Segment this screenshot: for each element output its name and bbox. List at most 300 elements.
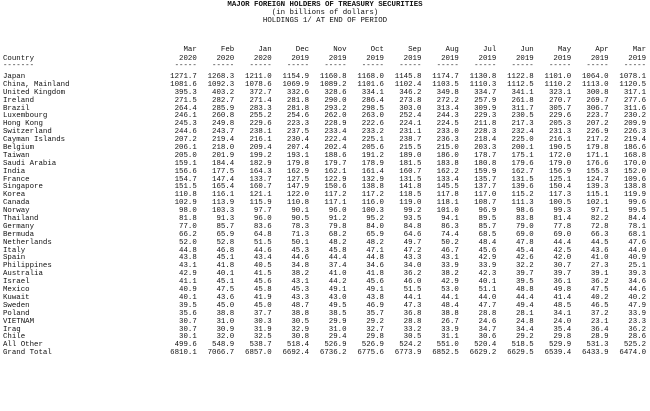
- table-row: [3, 287, 646, 295]
- holding-value: 48.2: [366, 238, 384, 247]
- holding-value: 119.9: [623, 191, 647, 200]
- holding-value: 83.8: [515, 215, 534, 224]
- country-name: Spain: [3, 254, 26, 263]
- holding-value: 35.4: [553, 325, 572, 334]
- holding-value: 47.8: [515, 238, 534, 247]
- table-row: [3, 248, 646, 256]
- holding-value: 184.4: [212, 159, 235, 168]
- holding-value: 177.5: [212, 167, 235, 176]
- holding-value: 117.2: [324, 191, 347, 200]
- month-header: Oct: [370, 46, 384, 54]
- holding-value: 34.6: [628, 278, 647, 287]
- holding-value: 228.3: [474, 128, 497, 137]
- holding-value: 125.1: [548, 175, 572, 184]
- holding-value: 41.0: [328, 270, 347, 279]
- holding-value: 159.1: [174, 159, 197, 168]
- holding-value: 33.9: [441, 262, 459, 271]
- holding-value: 66.2: [179, 230, 197, 239]
- country-name: Switzerland: [3, 128, 52, 137]
- holding-value: 118.1: [436, 199, 459, 208]
- holding-value: 1160.8: [319, 73, 347, 81]
- month-header: Nov: [333, 46, 347, 54]
- holding-value: 53.0: [441, 286, 459, 295]
- holding-value: 38.8: [291, 309, 310, 318]
- holding-value: 98.6: [515, 207, 534, 216]
- holding-value: 30.6: [478, 333, 497, 342]
- holding-value: 7066.7: [207, 349, 235, 358]
- holding-value: 31.0: [216, 317, 235, 326]
- holding-value: 83.6: [253, 222, 272, 231]
- holding-value: 99.2: [403, 207, 422, 216]
- holding-value: 42.9: [179, 270, 197, 279]
- holding-value: 1122.8: [507, 73, 534, 81]
- holding-value: 300.8: [586, 88, 609, 97]
- holding-value: 162.2: [436, 167, 459, 176]
- holding-value: 100.3: [361, 207, 384, 216]
- holding-value: 97.1: [590, 207, 609, 216]
- holding-value: 309.9: [474, 104, 497, 113]
- title-line-2: (in billions of dollars): [271, 9, 379, 17]
- holding-value: 47.9: [628, 301, 647, 310]
- holding-value: 47.6: [628, 238, 647, 247]
- holding-value: 219.4: [623, 136, 647, 145]
- holding-value: 249.8: [212, 120, 235, 129]
- holding-value: 243.7: [212, 128, 235, 137]
- holding-value: 520.4: [474, 341, 497, 350]
- holding-value: 38.8: [441, 309, 459, 318]
- holding-value: 97.7: [253, 207, 272, 216]
- year-header: 2019: [478, 54, 497, 63]
- holding-value: 45.3: [291, 286, 310, 295]
- holding-value: 346.2: [399, 88, 422, 97]
- holding-value: 44.0: [628, 246, 647, 255]
- holding-value: 39.7: [515, 270, 534, 279]
- table-row: [3, 279, 646, 287]
- holding-value: 72.8: [590, 222, 609, 231]
- holding-value: 109.6: [623, 175, 647, 184]
- holding-value: 236.3: [436, 136, 459, 145]
- holding-value: 30.5: [291, 317, 310, 326]
- holding-value: 1103.5: [432, 80, 459, 89]
- holding-value: 1268.3: [207, 73, 235, 81]
- holding-value: 529.9: [548, 341, 572, 350]
- year-header: 2019: [403, 54, 422, 63]
- holding-value: 49.1: [328, 286, 347, 295]
- holding-value: 117.2: [361, 191, 384, 200]
- holding-value: 40.1: [179, 293, 197, 302]
- holding-value: 64.6: [403, 230, 422, 239]
- holding-value: 164.3: [249, 167, 272, 176]
- holding-value: 30.5: [403, 333, 422, 342]
- holding-value: 24.6: [478, 317, 497, 326]
- holding-value: 37.7: [253, 309, 272, 318]
- holding-value: 201.9: [212, 151, 235, 160]
- holding-value: 47.1: [366, 246, 384, 255]
- holding-value: 209.9: [623, 120, 647, 129]
- holding-value: 161.4: [361, 167, 384, 176]
- holding-value: 44.6: [253, 246, 272, 255]
- holding-value: 77.0: [179, 222, 197, 231]
- holding-value: 211.8: [474, 120, 497, 129]
- holding-value: 1101.6: [357, 80, 384, 89]
- holding-value: 28.9: [590, 333, 609, 342]
- holding-value: 179.8: [586, 144, 609, 153]
- holding-value: 155.3: [586, 167, 609, 176]
- holding-value: 246.1: [174, 112, 197, 121]
- holding-value: 1174.7: [432, 73, 459, 81]
- country-name: Canada: [3, 199, 30, 208]
- holding-value: 207.4: [286, 144, 310, 153]
- holding-value: 101.0: [436, 207, 459, 216]
- holding-value: 224.1: [399, 120, 422, 129]
- holding-value: 175.1: [511, 151, 534, 160]
- holding-value: 183.8: [436, 159, 459, 168]
- holding-value: 199.2: [249, 151, 272, 160]
- holding-value: 31.0: [328, 325, 347, 334]
- holding-value: 38.8: [216, 309, 235, 318]
- table-row: [3, 295, 646, 303]
- holding-value: 95.2: [366, 215, 384, 224]
- holding-value: 40.9: [179, 286, 197, 295]
- holding-value: 40.9: [628, 254, 647, 263]
- holding-value: 1064.0: [581, 73, 609, 81]
- holding-value: 110.8: [286, 199, 310, 208]
- holding-value: 538.7: [249, 341, 272, 350]
- holding-value: 131.5: [399, 175, 422, 184]
- holding-value: 207.2: [586, 120, 609, 129]
- holding-value: 49.5: [328, 301, 347, 310]
- holding-value: 205.0: [174, 151, 197, 160]
- country-name: Chile: [3, 333, 26, 342]
- holding-value: 44.6: [628, 286, 647, 295]
- holding-value: 6539.4: [544, 349, 572, 358]
- holding-value: 548.9: [212, 341, 235, 350]
- holding-value: 45.8: [328, 246, 347, 255]
- holding-value: 403.2: [212, 88, 235, 97]
- holding-value: 37.4: [328, 262, 347, 271]
- holding-value: 28.8: [478, 309, 497, 318]
- holding-value: 156.6: [174, 167, 197, 176]
- country-name: Saudi Arabia: [3, 159, 57, 168]
- holding-value: 311.6: [623, 104, 647, 113]
- holding-value: 341.1: [511, 88, 534, 97]
- holding-value: 290.0: [324, 96, 347, 105]
- holding-value: 81.8: [179, 215, 197, 224]
- holding-value: 49.8: [553, 286, 572, 295]
- holding-value: 30.3: [253, 317, 272, 326]
- holding-value: 48.2: [328, 238, 347, 247]
- holding-value: 117.0: [474, 191, 497, 200]
- holding-value: 551.0: [436, 341, 459, 350]
- holding-value: 33.9: [478, 262, 497, 271]
- table-row: [3, 327, 646, 335]
- holding-value: 145.5: [436, 183, 459, 192]
- month-header: Dec: [295, 46, 310, 54]
- holding-value: 156.9: [548, 167, 572, 176]
- holding-value: 122.9: [324, 175, 347, 184]
- holding-value: 47.5: [590, 286, 609, 295]
- holding-value: 205.6: [361, 144, 384, 153]
- holding-value: 44.5: [590, 238, 609, 247]
- holding-value: 264.4: [174, 104, 197, 113]
- holding-value: 160.7: [249, 183, 272, 192]
- holding-value: 43.3: [291, 293, 310, 302]
- holding-value: 44.2: [328, 278, 347, 287]
- holding-value: 33.9: [441, 325, 459, 334]
- holding-value: 178.7: [474, 151, 497, 160]
- holding-value: 39.3: [628, 270, 647, 279]
- holding-value: 203.3: [474, 144, 497, 153]
- holding-value: 281.8: [286, 104, 310, 113]
- holding-value: 127.5: [286, 175, 310, 184]
- holding-value: 28.6: [628, 333, 647, 342]
- holding-value: 25.1: [628, 262, 647, 271]
- holding-value: 39.5: [515, 278, 534, 287]
- country-name: Mexico: [3, 286, 30, 295]
- holding-value: 28.1: [515, 309, 534, 318]
- country-name: Ireland: [3, 96, 35, 105]
- holding-value: 317.1: [623, 88, 647, 97]
- holding-value: 39.5: [179, 301, 197, 310]
- year-header: 2019: [553, 54, 572, 63]
- holding-value: 116.0: [361, 199, 384, 208]
- holding-value: 30.7: [553, 262, 572, 271]
- holding-value: 1101.0: [544, 73, 572, 81]
- holding-value: 115.2: [511, 191, 534, 200]
- holding-value: 39.7: [553, 270, 572, 279]
- holding-value: 138.8: [361, 183, 384, 192]
- holding-value: 305.7: [548, 104, 572, 113]
- holding-value: 29.9: [328, 317, 347, 326]
- holding-value: 79.0: [515, 222, 534, 231]
- holding-value: 152.0: [623, 167, 647, 176]
- holding-value: 277.6: [623, 96, 647, 105]
- country-name: India: [3, 167, 26, 176]
- holding-value: 45.6: [253, 278, 272, 287]
- holding-value: 40.5: [253, 262, 272, 271]
- holding-value: 44.8: [366, 254, 384, 263]
- month-header: Sep: [408, 46, 422, 54]
- holding-value: 43.1: [291, 278, 310, 287]
- holding-value: 34.8: [291, 262, 310, 271]
- holding-value: 180.8: [474, 159, 497, 168]
- country-name: Thailand: [3, 215, 39, 224]
- holding-value: 45.0: [216, 301, 235, 310]
- holding-value: 46.0: [403, 278, 422, 287]
- holding-value: 139.6: [511, 183, 534, 192]
- holding-value: 270.7: [548, 96, 572, 105]
- holding-value: 230.5: [511, 112, 534, 121]
- country-column-header: Country: [3, 54, 35, 63]
- holding-value: 31.1: [441, 333, 459, 342]
- holding-value: 47.5: [216, 286, 235, 295]
- holding-value: 222.6: [361, 120, 384, 129]
- holding-value: 47.3: [403, 301, 422, 310]
- holding-value: 111.3: [511, 199, 534, 208]
- month-header: May: [557, 46, 572, 54]
- holding-value: 222.4: [324, 136, 347, 145]
- holding-value: 150.4: [548, 183, 572, 192]
- country-name: Israel: [3, 278, 30, 287]
- country-name: Philippines: [3, 262, 52, 271]
- table-row: [3, 311, 646, 319]
- holding-value: 29.8: [366, 333, 384, 342]
- holding-value: 30.7: [179, 317, 197, 326]
- holding-value: 263.0: [361, 112, 384, 121]
- holding-value: 117.1: [324, 199, 347, 208]
- holding-value: 30.1: [179, 333, 197, 342]
- holding-value: 45.6: [478, 246, 497, 255]
- holding-value: 232.4: [511, 128, 534, 137]
- holding-value: 34.0: [403, 262, 422, 271]
- holding-value: 48.7: [291, 301, 310, 310]
- country-name: Australia: [3, 270, 43, 279]
- country-name: Bermuda: [3, 230, 35, 239]
- holding-value: 32.5: [253, 333, 272, 342]
- month-header: Aug: [445, 46, 459, 54]
- year-header: 2020: [216, 54, 235, 63]
- holding-value: 43.1: [441, 254, 459, 263]
- country-name: France: [3, 175, 30, 184]
- year-header: 2019: [328, 54, 347, 63]
- holding-value: 6629.2: [469, 349, 497, 358]
- holding-value: 332.6: [286, 88, 310, 97]
- holding-value: 42.9: [478, 254, 497, 263]
- country-name: Taiwan: [3, 151, 30, 160]
- holding-value: 44.4: [328, 254, 347, 263]
- holding-value: 138.8: [623, 183, 647, 192]
- holding-value: 230.2: [623, 112, 647, 121]
- holding-value: 206.1: [174, 144, 197, 153]
- holding-value: 238.7: [399, 136, 422, 145]
- country-name: Japan: [3, 73, 26, 81]
- month-header: Feb: [220, 46, 235, 54]
- holding-value: 115.9: [249, 199, 272, 208]
- holding-value: 48.4: [478, 238, 497, 247]
- holding-value: 85.7: [216, 222, 235, 231]
- holding-value: 100.5: [548, 199, 572, 208]
- holding-value: 117.3: [548, 191, 572, 200]
- holding-value: 40.2: [590, 293, 609, 302]
- holding-value: 182.9: [249, 159, 272, 168]
- year-header: 2020: [179, 54, 197, 63]
- holding-value: 273.8: [399, 96, 422, 105]
- holding-value: 41.8: [216, 262, 235, 271]
- country-name: Brazil: [3, 104, 30, 113]
- holding-value: 271.5: [174, 96, 197, 105]
- holding-value: 36.1: [553, 278, 572, 287]
- holding-value: 44.6: [291, 254, 310, 263]
- holding-value: 6433.9: [581, 349, 609, 358]
- holding-value: 231.1: [399, 128, 422, 137]
- holding-value: 1078.1: [619, 73, 647, 81]
- holding-value: 29.2: [366, 317, 384, 326]
- holding-value: 298.5: [361, 104, 384, 113]
- holding-value: 524.2: [399, 341, 422, 350]
- holding-value: 82.2: [590, 215, 609, 224]
- holding-value: 102.1: [586, 199, 609, 208]
- country-name: Iraq: [3, 325, 21, 334]
- holding-value: 215.0: [436, 144, 459, 153]
- holding-value: 178.9: [361, 159, 384, 168]
- holding-value: 1120.5: [619, 80, 647, 89]
- holding-value: 45.0: [253, 301, 272, 310]
- holding-value: 200.1: [511, 144, 534, 153]
- holding-value: 86.3: [441, 222, 459, 231]
- holding-value: 99.6: [628, 199, 647, 208]
- holding-value: 98.0: [179, 207, 197, 216]
- holding-value: 44.8: [179, 246, 197, 255]
- year-header: 2019: [441, 54, 459, 63]
- holding-value: 6474.0: [619, 349, 647, 358]
- holding-value: 45.6: [366, 278, 384, 287]
- holding-value: 6775.6: [357, 349, 384, 358]
- holding-value: 306.7: [586, 104, 609, 113]
- holding-value: 525.2: [623, 341, 647, 350]
- holding-value: 151.5: [174, 183, 197, 192]
- holding-value: 499.6: [174, 341, 197, 350]
- holding-value: 216.1: [548, 136, 572, 145]
- holding-value: 162.7: [511, 167, 534, 176]
- year-header: 2019: [366, 54, 384, 63]
- holding-value: 334.1: [361, 88, 384, 97]
- country-name: Cayman Islands: [3, 136, 66, 145]
- holding-value: 1211.0: [245, 73, 272, 81]
- holding-value: 217.2: [586, 136, 609, 145]
- table-row: [3, 208, 646, 216]
- holding-value: 94.1: [441, 215, 459, 224]
- holding-value: 43.8: [179, 254, 197, 263]
- holding-value: 44.0: [478, 293, 497, 302]
- holding-value: 160.7: [399, 167, 422, 176]
- holding-value: 349.8: [436, 88, 459, 97]
- holding-value: 34.6: [366, 262, 384, 271]
- holding-value: 116.1: [212, 191, 235, 200]
- holding-value: 205.3: [548, 120, 572, 129]
- holding-value: 188.6: [324, 151, 347, 160]
- holding-value: 34.1: [553, 309, 572, 318]
- holding-value: 91.2: [328, 215, 347, 224]
- holding-value: 159.9: [474, 167, 497, 176]
- holding-value: 260.8: [212, 112, 235, 121]
- holding-value: 50.2: [441, 238, 459, 247]
- holding-value: 179.6: [511, 159, 534, 168]
- holding-value: 40.1: [216, 270, 235, 279]
- holding-value: 518.5: [511, 341, 534, 350]
- holding-value: 68.2: [328, 230, 347, 239]
- table-row: [3, 255, 646, 263]
- holding-value: 119.0: [399, 199, 422, 208]
- holding-value: 202.4: [324, 144, 347, 153]
- holding-value: 244.6: [174, 128, 197, 137]
- country-name: Belgium: [3, 144, 35, 153]
- holding-value: 132.9: [361, 175, 384, 184]
- holding-value: 23.3: [628, 317, 647, 326]
- holding-value: 303.0: [399, 104, 422, 113]
- holding-value: 133.7: [249, 175, 272, 184]
- holding-value: 1154.9: [282, 73, 310, 81]
- holding-value: 42.3: [478, 270, 497, 279]
- holding-value: 1145.8: [394, 73, 422, 81]
- holding-value: 85.7: [478, 222, 497, 231]
- holding-value: 113.9: [212, 199, 235, 208]
- holding-value: 30.9: [216, 325, 235, 334]
- holding-value: 39.1: [590, 270, 609, 279]
- holding-value: 124.7: [586, 175, 609, 184]
- year-header: 2019: [291, 54, 310, 63]
- holding-value: 42.6: [515, 254, 534, 263]
- holding-value: 33.2: [403, 325, 422, 334]
